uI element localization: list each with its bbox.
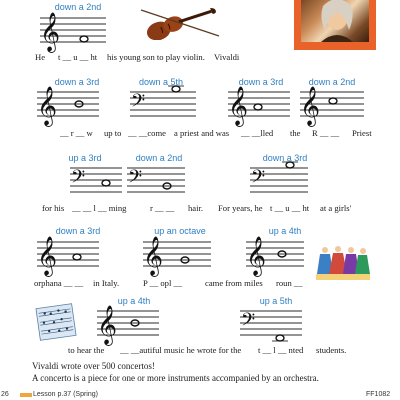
bass-staff (130, 86, 196, 122)
sentence-text: for his (42, 203, 65, 213)
vivaldi-portrait-frame (294, 0, 376, 50)
sentence-text: __ __come (128, 128, 166, 138)
sentence-text: t __ u __ ht (270, 203, 310, 213)
sentence-text: __ __ l __ ming (72, 203, 127, 213)
treble-staff (300, 86, 364, 126)
interval-label: down a 2nd (308, 77, 356, 87)
whole-note-icon (172, 86, 180, 92)
sentence-text: For years, he (218, 203, 263, 213)
sentence-text: at a girls' (320, 203, 352, 213)
treble-staff (228, 86, 290, 126)
sentence-text: t __ l __ nted (258, 345, 304, 355)
bass-clef-icon: 𝄢 (241, 310, 256, 335)
lesson-reference: Lesson p.37 (Spring) (33, 391, 98, 398)
treble-clef-icon: 𝄞 (37, 236, 58, 276)
sentence-text: students. (316, 345, 347, 355)
interval-label: up a 3rd (68, 153, 102, 163)
bass-staff (240, 305, 302, 341)
lesson-swatch (20, 393, 32, 397)
interval-label: down a 3rd (238, 77, 284, 87)
whole-note-icon (286, 162, 294, 168)
dancers-illustration (316, 244, 370, 280)
whole-note-icon (254, 104, 262, 110)
sentence-text: __ __autiful music he wrote for the (120, 345, 242, 355)
closing-line: Vivaldi wrote over 500 concertos! (32, 361, 155, 371)
bass-clef-icon: 𝄢 (128, 167, 143, 192)
sentence-text: t __ u __ ht (58, 52, 98, 62)
bass-staff (70, 162, 122, 198)
bass-clef-icon: 𝄢 (251, 167, 266, 192)
interval-label: down a 3rd (54, 77, 100, 87)
sentence-text: hair. (188, 203, 204, 213)
treble-clef-icon: 𝄞 (300, 86, 321, 126)
closing-line: A concerto is a piece for one or more instruments accompanied by an orchestra. (32, 373, 319, 383)
vivaldi-portrait (301, 0, 369, 42)
treble-clef-icon: 𝄞 (37, 86, 58, 126)
sentence-text: to hear the (68, 345, 105, 355)
sentence-text: R __ __ (312, 128, 340, 138)
sentence-text: __ __lled (241, 128, 274, 138)
bass-clef-icon: 𝄢 (71, 167, 86, 192)
sentence-text: the (290, 128, 301, 138)
interval-label: down a 3rd (262, 153, 308, 163)
interval-label: down a 5th (138, 77, 184, 87)
whole-note-icon (329, 98, 337, 104)
interval-label: down a 3rd (55, 226, 101, 236)
sentence-text: __ r __ w (60, 128, 93, 138)
interval-label: down a 2nd (54, 2, 102, 12)
sentence-text: up to (104, 128, 122, 138)
sentence-text: orphana __ __ (34, 278, 84, 288)
sentence-text: r __ __ (150, 203, 175, 213)
bass-staff (127, 162, 185, 198)
treble-clef-icon: 𝄞 (97, 305, 118, 345)
sentence-text: Vivaldi (214, 52, 240, 62)
sentence-text: He (35, 52, 46, 62)
sentence-text: a priest and was (174, 128, 230, 138)
treble-staff (246, 236, 304, 276)
treble-staff (143, 236, 211, 276)
treble-clef-icon: 𝄞 (246, 236, 267, 276)
treble-staff (37, 236, 99, 276)
treble-clef-icon: 𝄞 (228, 86, 249, 126)
treble-staff (37, 86, 99, 126)
treble-staff (40, 12, 106, 52)
catalog-code: FF1082 (366, 391, 391, 398)
treble-clef-icon: 𝄞 (40, 12, 61, 52)
sheet-music-illustration (34, 302, 78, 342)
interval-label: up an octave (154, 226, 206, 236)
interval-label: up a 4th (117, 296, 151, 306)
bass-staff (250, 162, 308, 198)
sentence-text: came from miles (205, 278, 263, 288)
page-number: 26 (1, 391, 9, 398)
whole-note-icon (80, 36, 88, 42)
sentence-text: P __ opl __ (143, 278, 183, 288)
sentence-text: Priest (352, 128, 372, 138)
whole-note-icon (73, 254, 81, 260)
interval-label: up a 4th (268, 226, 302, 236)
interval-label: down a 2nd (135, 153, 183, 163)
violin-illustration (135, 2, 225, 40)
bass-clef-icon: 𝄢 (131, 91, 146, 116)
whole-note-icon (276, 335, 284, 341)
whole-note-icon (102, 180, 110, 186)
sentence-text: roun __ (276, 278, 303, 288)
treble-clef-icon: 𝄞 (143, 236, 164, 276)
sentence-text: his young son to play violin. (107, 52, 205, 62)
treble-staff (97, 305, 159, 345)
sentence-text: in Italy. (93, 278, 120, 288)
interval-label: up a 5th (259, 296, 293, 306)
